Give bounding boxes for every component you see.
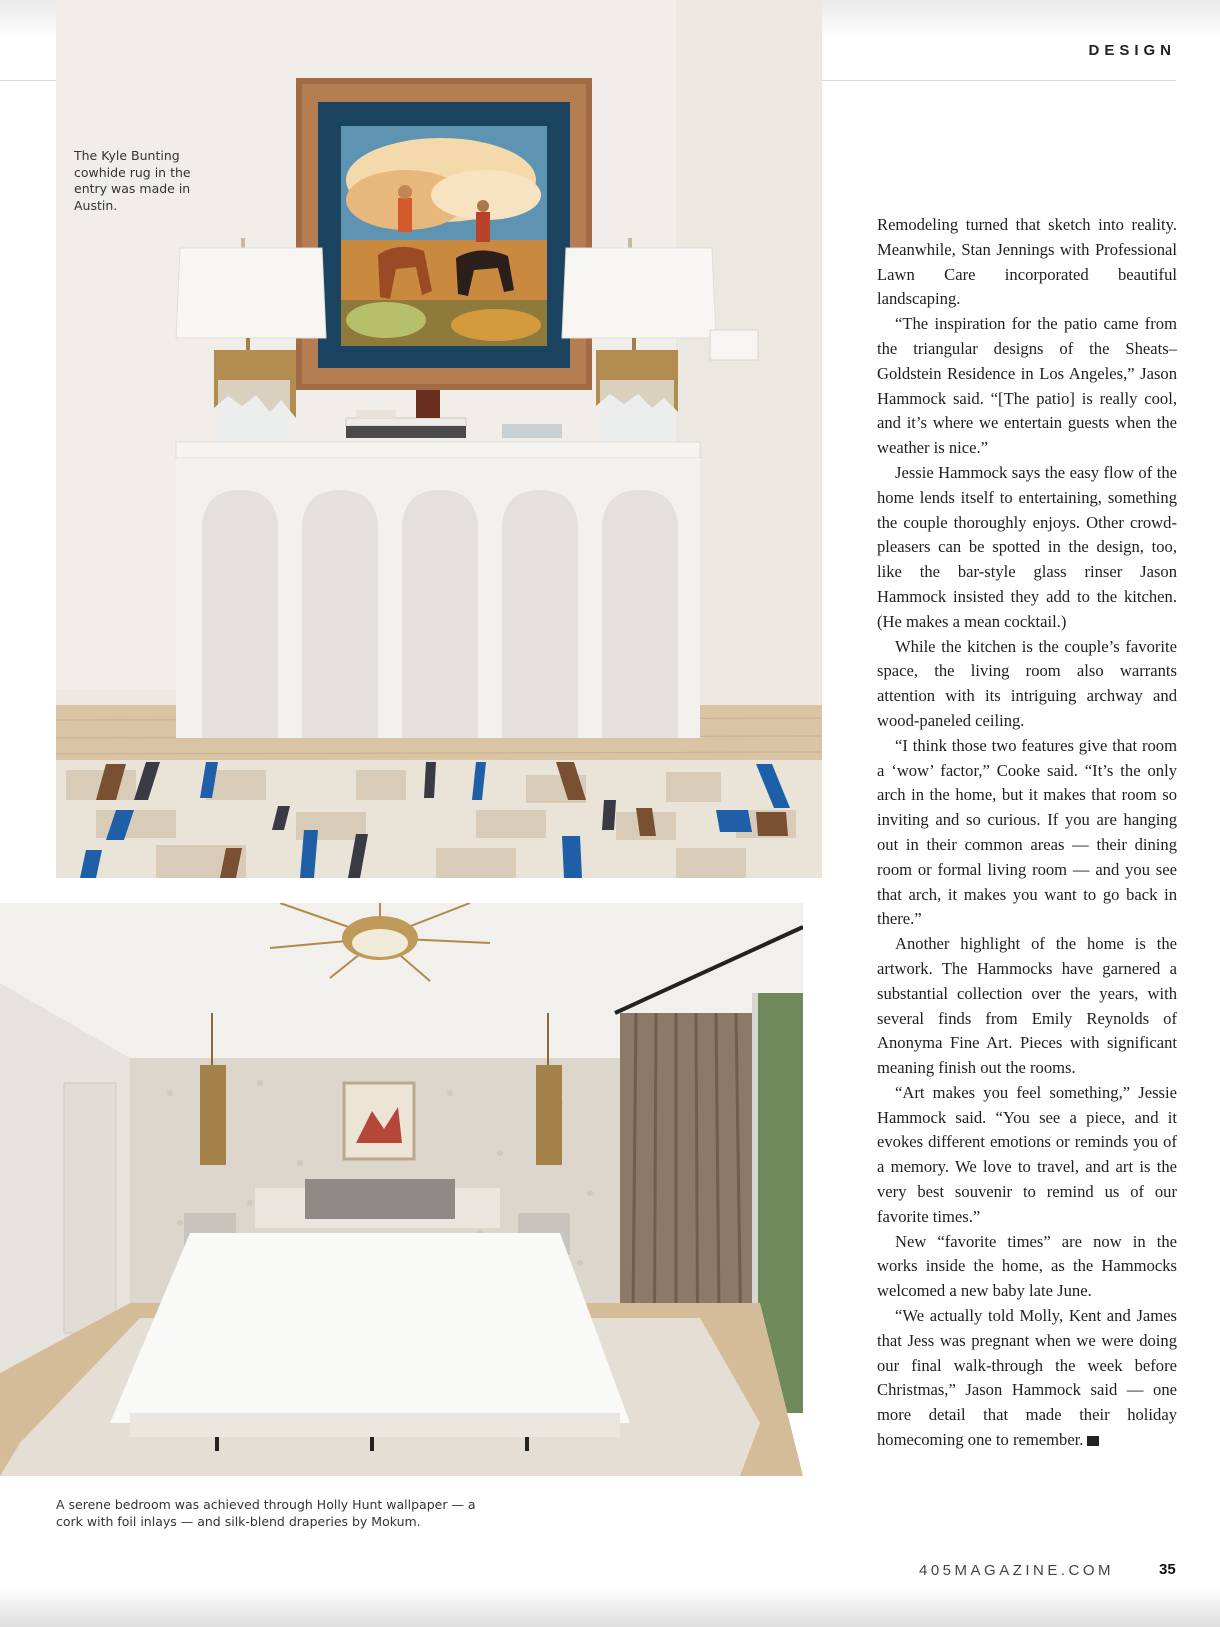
article-paragraph-text: “We actually told Molly, Kent and James that Jess was pregnant when we were doing our final walk-through the week before Christmas,” Jason Hammock said — one more detail that made their holiday homecoming one to remember. <box>877 1306 1177 1450</box>
header-rule-left <box>0 80 56 81</box>
entry-photo-caption: The Kyle Bunting cowhide rug in the entry was made in Austin. <box>74 148 191 213</box>
article-paragraph: Jessie Hammock says the easy flow of the home lends itself to entertaining, something the couple thoroughly enjoys. Other crowd-pleasers can be spotted in the design, too, like the bar-style glass rinser Jason Hammock insisted they add to the kitchen. (He makes a mean cocktail.) <box>877 462 1177 631</box>
entry-photo <box>56 0 822 878</box>
end-mark-icon <box>1087 1436 1099 1446</box>
bedroom-photo-illustration <box>0 903 803 1476</box>
article-paragraph: “Art makes you feel something,” Jessie Hammock said. “You see a piece, and it evokes different emotions or reminds you of a memory. We love to travel, and art is the very best souvenir to remind us of our favorite times.” <box>877 1082 1177 1226</box>
article-paragraph-last <box>877 1304 1177 1453</box>
article-paragraph: “The inspiration for the patio came from the triangular designs of the Sheats–Goldstein Residence in Los Angeles,” Jason Hammock said. “[The patio] is really cool, and it’s where we entertain guests when the weather is nice.” <box>877 314 1177 458</box>
bedroom-photo-caption: A serene bedroom was achieved through Holly Hunt wallpaper — a cork with foil inlays — and silk-blend draperies by Mokum. <box>56 1497 476 1529</box>
entry-photo-illustration <box>56 0 822 878</box>
article-column <box>877 213 1177 1453</box>
page-number: 35 <box>1159 1561 1176 1578</box>
section-label: DESIGN <box>1088 42 1176 59</box>
bedroom-photo <box>0 903 803 1476</box>
article-paragraph: Another highlight of the home is the artwork. The Hammocks have garnered a substantial collection over the years, with several finds from Emily Reynolds of Anonyma Fine Art. Pieces with significant meaning finish out the rooms. <box>877 934 1177 1078</box>
page-bottom-shade <box>0 1587 1220 1627</box>
article-paragraph: Remodeling turned that sketch into reality. Meanwhile, Stan Jennings with Professional Lawn Care incorporated beautiful landscaping. <box>877 215 1177 309</box>
article-paragraph: New “favorite times” are now in the works inside the home, as the Hammocks welcomed a new baby late June. <box>877 1231 1177 1301</box>
article-paragraph: While the kitchen is the couple’s favorite space, the living room also warrants attention with its intriguing archway and wood-paneled ceiling. <box>877 636 1177 730</box>
header-rule-right <box>822 80 1176 81</box>
footer-website: 405MAGAZINE.COM <box>919 1562 1115 1579</box>
article-paragraph: “I think those two features give that room a ‘wow’ factor,” Cooke said. “It’s the only arch in the home, but it makes that room so inviting and so curious. If you are hanging out in their common areas — their dining room or formal living room — and you see that arch, it makes you want to go back in there.” <box>877 735 1177 929</box>
